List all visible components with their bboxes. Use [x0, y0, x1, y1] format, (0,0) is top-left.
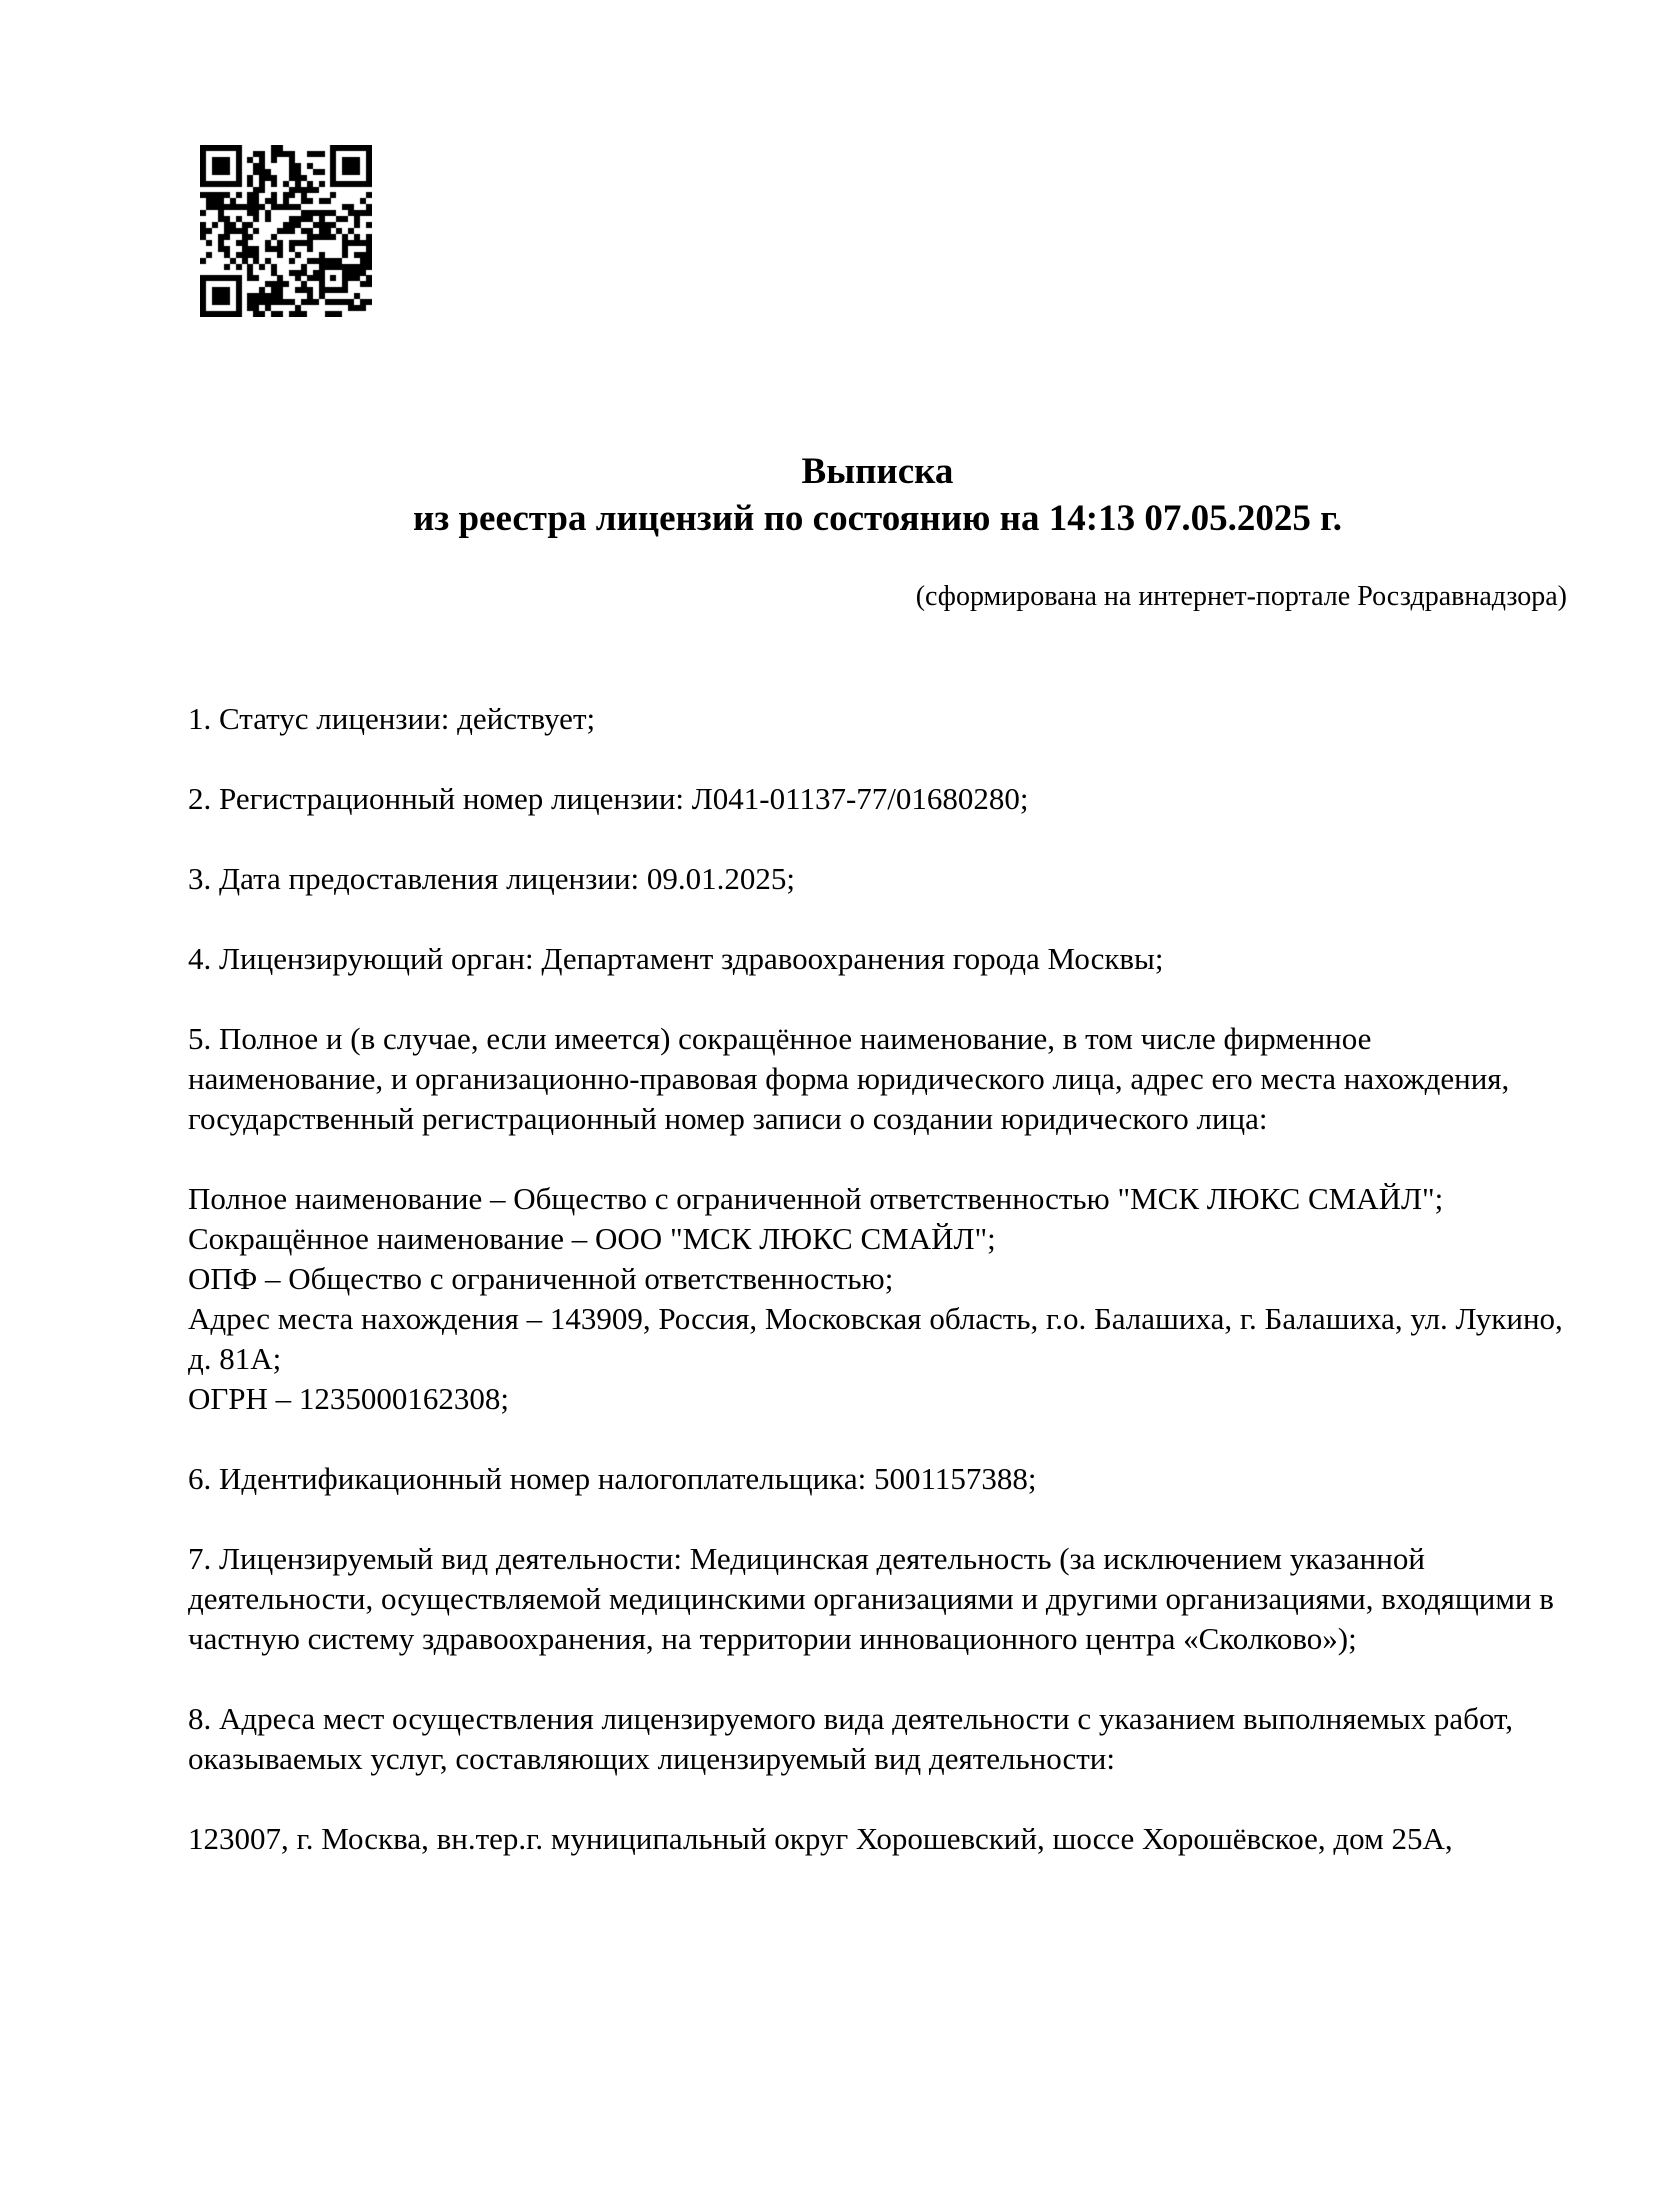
- document-content: [188, 0, 1567, 1899]
- activity-address-line: 123007, г. Москва, вн.тер.г. муниципальный округ Хорошевский, шоссе Хорошёвское, дом 25А,: [188, 1821, 1453, 1856]
- item-4-licensing-authority: 4. Лицензирующий орган: Департамент здравоохранения города Москвы;: [188, 941, 1164, 976]
- item-1-license-status: 1. Статус лицензии: действует;: [188, 701, 596, 736]
- document-body: [188, 699, 1567, 1859]
- item-7-activity-type: 7. Лицензируемый вид деятельности: Медицинская деятельность (за исключением указанной деятельности, осуществляемой медицинскими организациями и другими организациями, входящими в частную систему здравоохранения, на территории инновационного центра «Сколково»);: [188, 1541, 1554, 1656]
- org-legal-form: ОПФ – Общество с ограниченной ответственностью;: [188, 1261, 894, 1296]
- item-8-addresses-intro: 8. Адреса мест осуществления лицензируемого вида деятельности с указанием выполняемых работ, оказываемых услуг, составляющих лицензируемый вид деятельности:: [188, 1701, 1514, 1776]
- org-ogrn: ОГРН – 1235000162308;: [188, 1381, 510, 1416]
- document-subtitle: (сформирована на интернет-портале Росздравнадзора): [915, 581, 1567, 612]
- document-title-line2: из реестра лицензий по состоянию на 14:13 07.05.2025 г.: [413, 498, 1342, 539]
- org-full-name: Полное наименование – Общество с ограниченной ответственностью "МСК ЛЮКС СМАЙЛ";: [188, 1181, 1444, 1216]
- document-title: [188, 448, 1567, 542]
- item-5-name-intro: 5. Полное и (в случае, если имеется) сокращённое наименование, в том числе фирменное наименование, и организационно-правовая форма юридического лица, адрес его места нахождения, государственный регистрационный номер записи о создании юридического лица:: [188, 1021, 1510, 1136]
- item-2-registration-number: 2. Регистрационный номер лицензии: Л041-01137-77/01680280;: [188, 781, 1029, 816]
- org-address: Адрес места нахождения – 143909, Россия, Московская область, г.о. Балашиха, г. Балашиха, ул. Лукино, д. 81А;: [188, 1301, 1563, 1376]
- item-3-grant-date: 3. Дата предоставления лицензии: 09.01.2025;: [188, 861, 796, 896]
- document-title-line1: Выписка: [801, 451, 954, 492]
- item-6-inn: 6. Идентификационный номер налогоплательщика: 5001157388;: [188, 1461, 1037, 1496]
- org-short-name: Сокращённое наименование – ООО "МСК ЛЮКС СМАЙЛ";: [188, 1221, 996, 1256]
